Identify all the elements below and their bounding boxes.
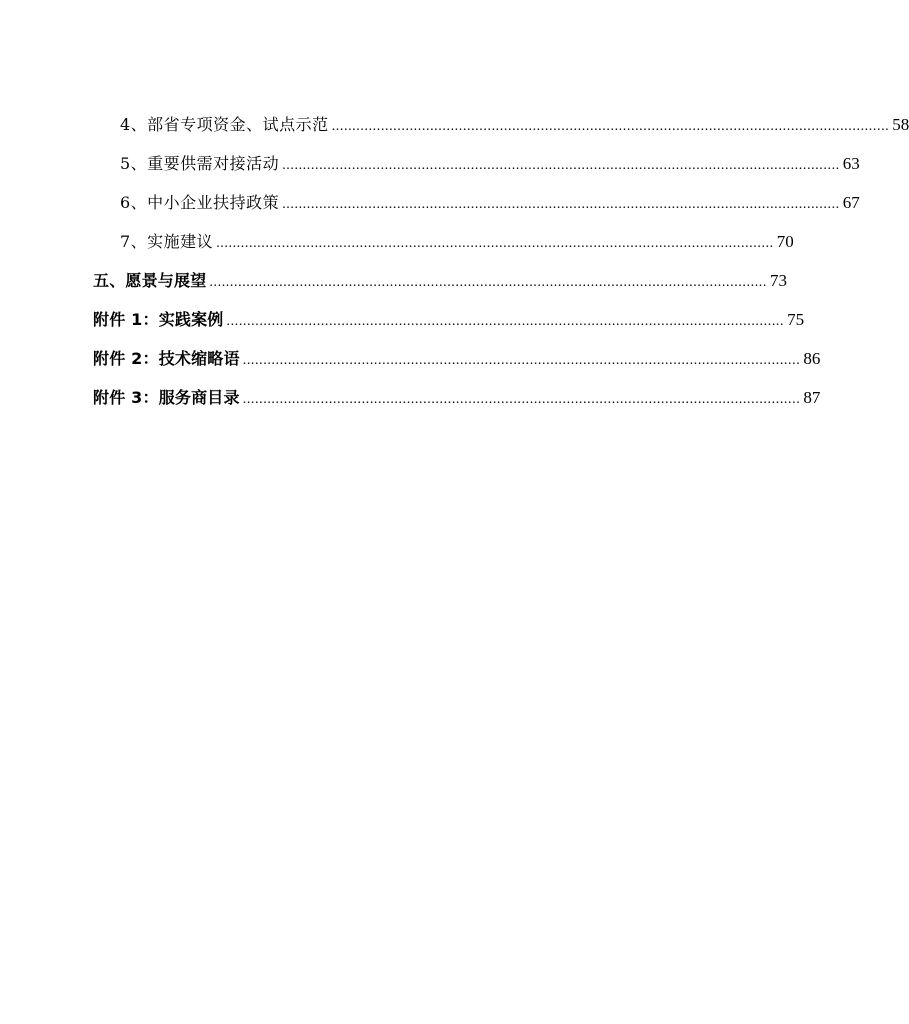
toc-page-number: 67 (842, 193, 860, 212)
toc-entry-title: 4、部省专项资金、试点示范 (120, 115, 329, 134)
toc-page-number: 87 (803, 388, 821, 407)
toc-entry-title: 附件 3：服务商目录 (93, 388, 240, 407)
toc-entry[interactable] (93, 151, 860, 190)
toc-dot-leader: ........................................................................................................................................ (216, 236, 774, 251)
toc-page-number: 75 (787, 310, 805, 329)
toc-entry[interactable] (93, 190, 860, 229)
toc-dot-leader: ........................................................................................................................................ (242, 392, 801, 407)
toc-entry[interactable] (93, 268, 788, 307)
toc-page-number: 73 (770, 271, 788, 290)
toc-entry-title: 附件 2：技术缩略语 (93, 349, 240, 368)
toc-entry[interactable] (93, 112, 909, 151)
toc-entry[interactable] (93, 385, 821, 424)
toc-entry[interactable] (93, 307, 805, 346)
toc-entry-title: 6、中小企业扶持政策 (120, 193, 280, 212)
toc-dot-leader: ........................................................................................................................................ (226, 314, 785, 329)
toc-entry[interactable] (93, 229, 794, 268)
toc-entry-title: 5、重要供需对接活动 (120, 154, 280, 173)
toc-page-number: 86 (803, 349, 821, 368)
toc-dot-leader: ........................................................................................................................................ (331, 119, 890, 134)
toc-page-number: 70 (776, 232, 794, 251)
toc-dot-leader: ........................................................................................................................................ (242, 353, 801, 368)
toc-entry-title: 附件 1：实践案例 (93, 310, 224, 329)
table-of-contents (93, 112, 909, 424)
toc-entry-title: 7、实施建议 (120, 232, 214, 251)
toc-entry-title: 五、愿景与展望 (93, 271, 207, 290)
toc-dot-leader: ........................................................................................................................................ (209, 275, 768, 290)
toc-entry[interactable] (93, 346, 821, 385)
toc-dot-leader: ........................................................................................................................................ (282, 197, 840, 212)
toc-page-number: 58 (892, 115, 909, 134)
toc-page-number: 63 (842, 154, 860, 173)
toc-dot-leader: ........................................................................................................................................ (282, 158, 840, 173)
